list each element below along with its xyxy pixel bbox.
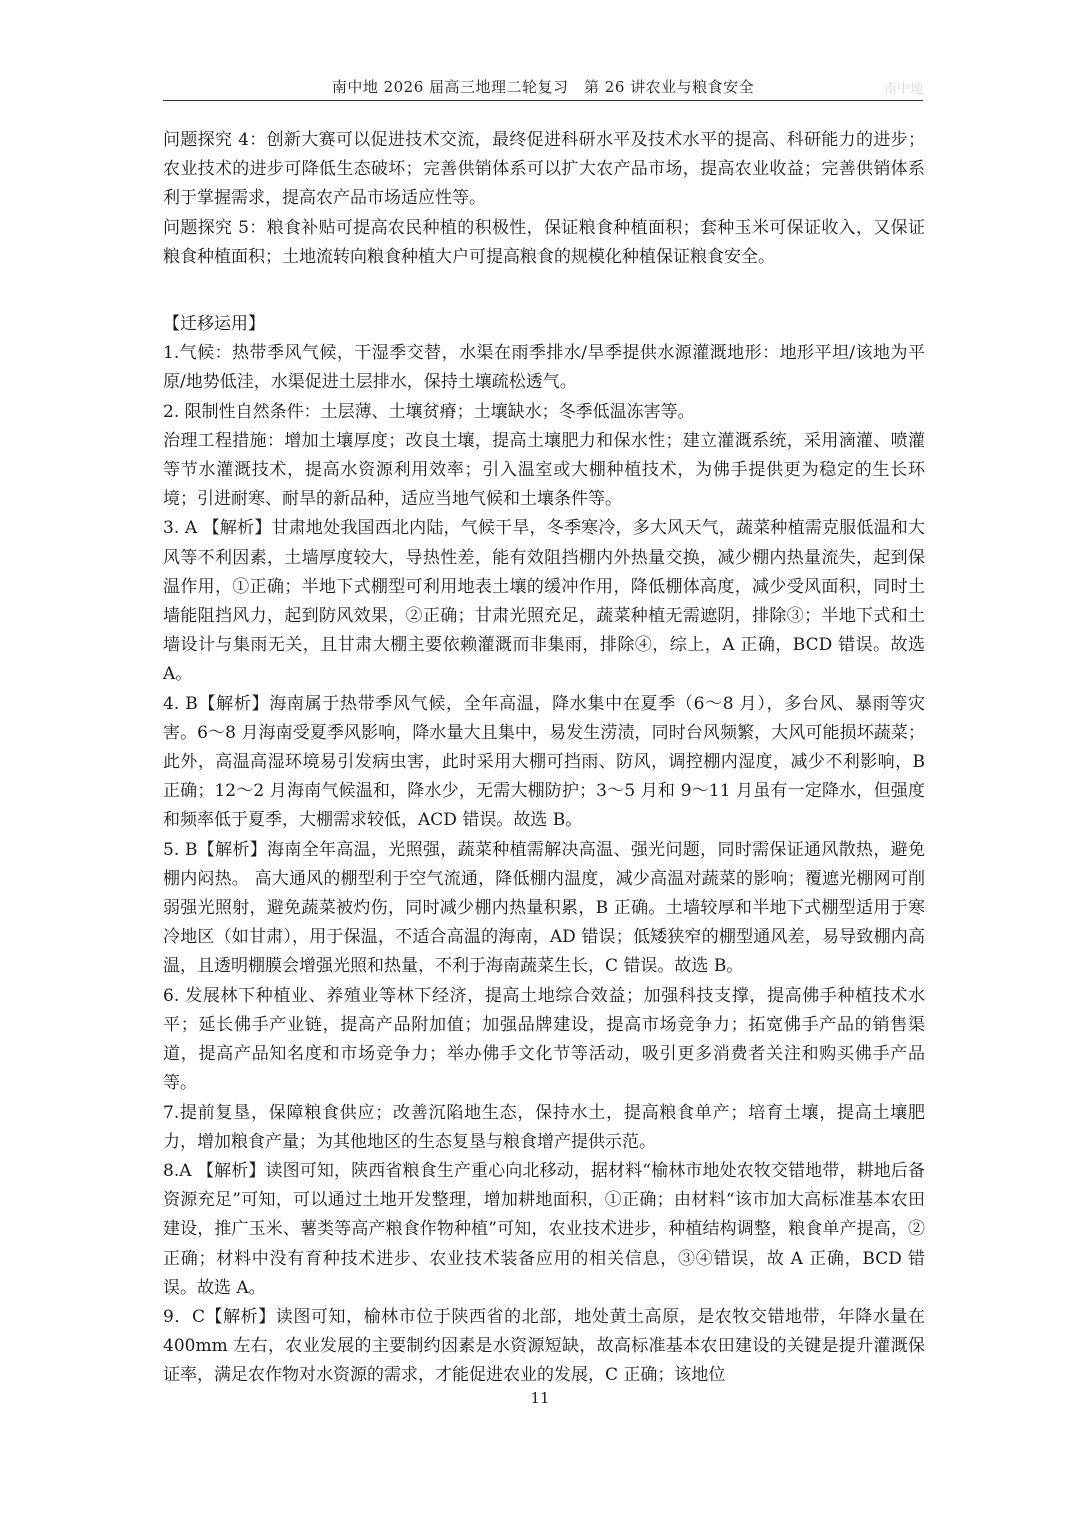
- page-header: [163, 74, 923, 101]
- section-spacer: [163, 272, 925, 310]
- answer-4: 4. B【解析】海南属于热带季风气候，全年高温，降水集中在夏季（6～8 月），多台风、暴雨等灾害。6～8 月海南受夏季风影响，降水量大且集中，易发生涝渍，同时台风频繁，大风可能损坏蔬菜；此外，高温高湿环境易引发病虫害，此时采用大棚可挡雨、防风，调控棚内湿度，减少不利影响，B 正确；12～2 月海南气候温和，降水少，无需大棚防护；3～5 月和 9～11 月虽有一定降水，但强度和频率低于夏季，大棚需求较低，ACD 错误。故选 B。: [163, 693, 925, 831]
- answer-2-measures: 治理工程措施：增加土壤厚度；改良土壤，提高土壤肥力和保水性；建立灌溉系统，采用滴灌、喷灌等节水灌溉技术，提高水资源利用效率；引入温室或大棚种植技术，为佛手提供更为稳定的生长环境；引进耐寒、耐旱的新品种，适应当地气候和土壤条件等。: [163, 430, 925, 510]
- answer-2: 2. 限制性自然条件：土层薄、土壤贫瘠；土壤缺水；冬季低温冻害等。: [163, 401, 695, 422]
- answer-3: 3. A 【解析】甘肃地处我国西北内陆，气候干旱，冬季寒冷，多大风天气，蔬菜种植需克服低温和大风等不利因素，土墙厚度较大，导热性差，能有效阻挡棚内外热量交换，减少棚内热量流失，起到保温作用，①正确；半地下式棚型可利用地表土壤的缓冲作用，降低棚体高度，减少受风面积，同时土墙能阻挡风力，起到防风效果，②正确；甘肃光照充足，蔬菜种植无需遮阴，排除③；半地下式和土墙设计与集雨无关，且甘肃大棚主要依赖灌溉而非集雨，排除④，综上，A 正确，BCD 错误。故选 A。: [163, 518, 925, 685]
- header-title: 南中地 2026 届高三地理二轮复习 第 26 讲农业与粮食安全: [331, 78, 755, 96]
- document-body: [163, 126, 925, 1391]
- answer-9: 9．C【解析】读图可知，榆林市位于陕西省的北部，地处黄土高原，是农牧交错地带，年降水量在 400mm 左右，农业发展的主要制约因素是水资源短缺，故高标准基本农田建设的关键是提升灌溉保证率，满足农作物对水资源的需求，才能促进农业的发展，C 正确；该地位: [163, 1306, 925, 1386]
- header-watermark: 南中地: [883, 82, 923, 97]
- answer-1: 1.气候：热带季风气候，干湿季交替，水渠在雨季排水/旱季提供水源灌溉地形：地形平坦/该地为平原/地势低洼，水渠促进土层排水，保持土壤疏松透气。: [163, 343, 925, 393]
- section-heading-transfer: 【迁移运用】: [163, 314, 265, 335]
- answer-5: 5. B【解析】海南全年高温，光照强，蔬菜种植需解决高温、强光问题，同时需保证通风散热，避免棚内闷热。 高大通风的棚型利于空气流通，降低棚内温度，减少高温对蔬菜的影响；覆遮光棚网可削弱强光照射，避免蔬菜被灼伤，同时减少棚内热量积累，B 正确。土墙较厚和半地下式棚型适用于寒冷地区（如甘肃），用于保温，不适合高温的海南，AD 错误；低矮狭窄的棚型通风差，易导致棚内高温，且透明棚膜会增强光照和热量，不利于海南蔬菜生长，C 错误。故选 B。: [163, 839, 925, 977]
- answer-6: 6. 发展林下种植业、养殖业等林下经济，提高土地综合效益；加强科技支撑，提高佛手种植技术水平；延长佛手产业链，提高产品附加值；加强品牌建设，提高市场竞争力；拓宽佛手产品的销售渠道，提高产品知名度和市场竞争力；举办佛手文化节等活动，吸引更多消费者关注和购买佛手产品等。: [163, 985, 925, 1094]
- answer-8: 8.A 【解析】读图可知，陕西省粮食生产重心向北移动，据材料“榆林市地处农牧交错地带，耕地后备资源充足”可知，可以通过土地开发整理，增加耕地面积，①正确；由材料“该市加大高标准基本农田建设，推广玉米、薯类等高产粮食作物种植”可知，农业技术进步，种植结构调整，粮食单产提高，②正确；材料中没有育种技术进步、农业技术装备应用的相关信息，③④错误，故 A 正确，BCD 错误。故选 A。: [163, 1160, 925, 1298]
- paragraph-inquiry-4: 问题探究 4：创新大赛可以促进技术交流，最终促进科研水平及技术水平的提高、科研能力的进步；农业技术的进步可降低生态破坏；完善供销体系可以扩大农产品市场，提高农业收益；完善供销体系利于掌握需求，提高农产品市场适应性等。: [163, 130, 925, 209]
- answer-7: 7.提前复垦，保障粮食供应；改善沉陷地生态，保持水土，提高粮食单产；培育土壤，提高土壤肥力，增加粮食产量；为其他地区的生态复垦与粮食增产提供示范。: [163, 1102, 925, 1152]
- page-number: 11: [530, 1389, 550, 1407]
- paragraph-inquiry-5: 问题探究 5：粮食补贴可提高农民种植的积极性，保证粮食种植面积；套种玉米可保证收入，又保证粮食种植面积；土地流转向粮食种植大户可提高粮食的规模化种植保证粮食安全。: [163, 217, 925, 267]
